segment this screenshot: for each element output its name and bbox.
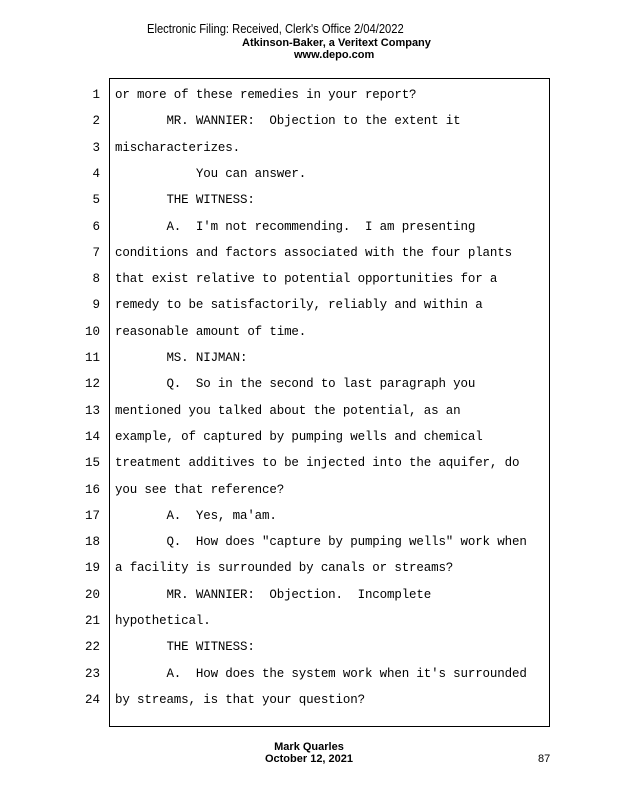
line-text: or more of these remedies in your report? <box>115 88 417 102</box>
line-text: A. How does the system work when it's surrounded <box>115 666 527 681</box>
transcript-line <box>0 403 560 429</box>
line-number: 1 <box>92 88 100 102</box>
line-text: reasonable amount of time. <box>115 324 307 339</box>
line-number: 9 <box>92 298 100 313</box>
transcript-line <box>0 482 560 508</box>
line-number: 18 <box>84 535 100 550</box>
transcript-line <box>0 666 560 692</box>
line-text: MR. WANNIER: Objection. Incomplete <box>115 587 432 602</box>
page-number: 87 <box>538 753 551 765</box>
line-text: that exist relative to potential opportunities for a <box>115 272 498 287</box>
line-number: 8 <box>92 272 100 287</box>
electronic-filing-stamp: Electronic Filing: Received, Clerk's Office 2/04/2022 <box>147 21 404 36</box>
line-text: Q. How does "capture by pumping wells" work when <box>115 535 527 550</box>
transcript-line <box>0 429 560 455</box>
line-text: You can answer. <box>115 166 307 181</box>
transcript-line <box>0 324 560 350</box>
line-number: 5 <box>92 193 100 208</box>
line-number: 17 <box>84 508 100 523</box>
line-text: example, of captured by pumping wells and chemical <box>115 429 483 444</box>
transcript-line <box>0 113 560 139</box>
line-number: 11 <box>84 351 100 365</box>
line-number: 12 <box>84 377 100 392</box>
deposition-date: October 12, 2021 <box>264 753 354 765</box>
transcript-line <box>0 271 560 297</box>
company-url: www.depo.com <box>294 49 375 61</box>
line-text: A. Yes, ma'am. <box>115 508 277 523</box>
line-text: Q. So in the second to last paragraph you <box>115 377 476 392</box>
line-text: a facility is surrounded by canals or streams? <box>115 561 454 576</box>
transcript-line <box>0 140 560 166</box>
line-number: 22 <box>84 640 100 655</box>
line-text: THE WITNESS: <box>115 193 255 208</box>
line-number: 24 <box>84 692 100 707</box>
transcript-line <box>0 192 560 218</box>
line-number: 2 <box>92 114 100 129</box>
line-text: MS. NIJMAN: <box>115 351 248 365</box>
transcript-line <box>0 692 560 718</box>
line-number: 3 <box>92 140 100 155</box>
transcript-line <box>0 219 560 245</box>
line-number: 6 <box>92 219 100 234</box>
line-text: hypothetical. <box>115 614 211 628</box>
transcript-line <box>0 639 560 665</box>
transcript-line <box>0 560 560 586</box>
line-number: 10 <box>84 324 100 339</box>
line-text: you see that reference? <box>115 482 285 497</box>
line-number: 20 <box>84 587 100 602</box>
transcript-line <box>0 350 560 376</box>
line-text: mischaracterizes. <box>115 140 240 155</box>
line-text: MR. WANNIER: Objection to the extent it <box>115 114 461 129</box>
transcript-line <box>0 455 560 481</box>
transcript-line <box>0 87 560 113</box>
transcript-line <box>0 376 560 402</box>
line-number: 13 <box>84 403 100 418</box>
line-number: 4 <box>92 166 100 181</box>
line-text: THE WITNESS: <box>115 640 255 655</box>
line-number: 23 <box>84 666 100 681</box>
transcript-line <box>0 508 560 534</box>
line-number: 14 <box>84 429 100 444</box>
company-name: Atkinson-Baker, a Veritext Company <box>242 37 431 49</box>
line-number: 15 <box>84 456 100 471</box>
line-text: treatment additives to be injected into the aquifer, do <box>115 456 520 471</box>
transcript-line <box>0 613 560 639</box>
transcript-line <box>0 166 560 192</box>
line-number: 21 <box>84 614 100 628</box>
transcript-line <box>0 245 560 271</box>
transcript-line <box>0 587 560 613</box>
transcript-line <box>0 534 560 560</box>
transcript-line <box>0 297 560 323</box>
line-text: remedy to be satisfactorily, reliably and within a <box>115 298 483 313</box>
line-number: 19 <box>84 561 100 576</box>
line-text: by streams, is that your question? <box>115 692 365 707</box>
line-number: 16 <box>84 482 100 497</box>
line-text: conditions and factors associated with the four plants <box>115 245 512 260</box>
deponent-name: Mark Quarles <box>274 741 344 753</box>
line-text: mentioned you talked about the potential, as an <box>115 403 461 418</box>
line-text: A. I'm not recommending. I am presenting <box>115 219 476 234</box>
line-number: 7 <box>92 245 100 260</box>
